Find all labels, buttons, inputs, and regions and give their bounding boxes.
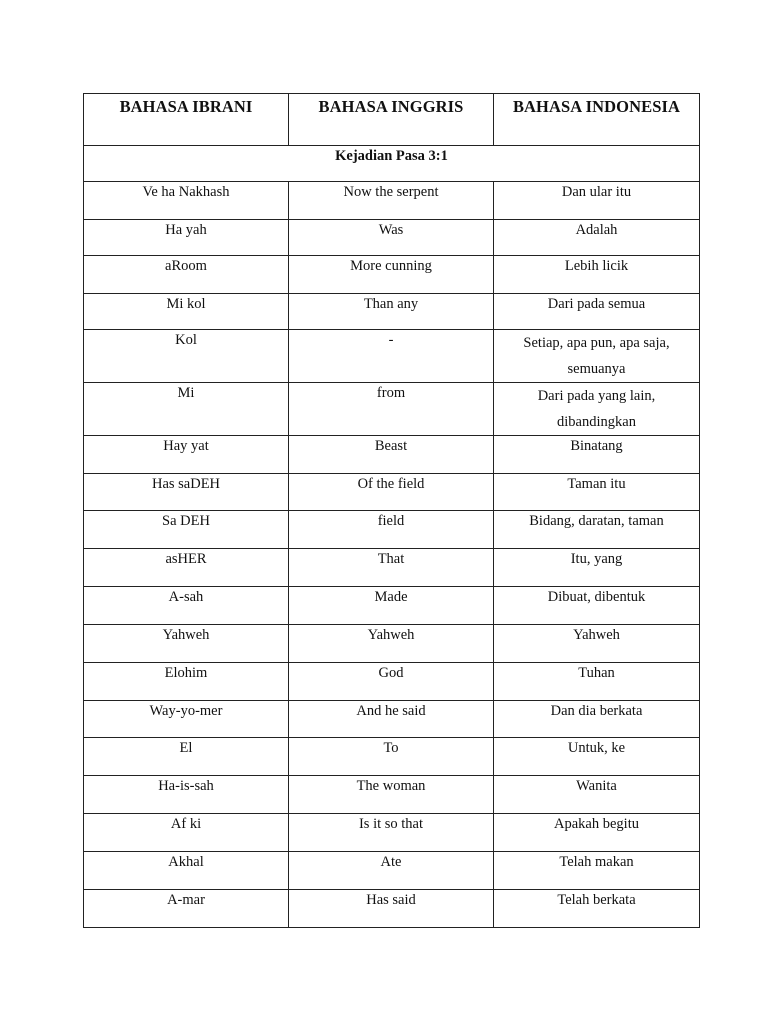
table-row	[84, 776, 700, 814]
cell-ibrani: Elohim	[84, 663, 289, 701]
cell-ibrani: Sa DEH	[84, 511, 289, 549]
table-body	[84, 146, 700, 928]
cell-indonesia: Dan dia berkata	[494, 701, 700, 738]
cell-inggris: Ate	[289, 852, 494, 890]
cell-ibrani: aRoom	[84, 256, 289, 294]
table-row	[84, 294, 700, 330]
cell-ibrani: Mi	[84, 383, 289, 436]
table-row	[84, 587, 700, 625]
header-indonesia: BAHASA INDONESIA	[494, 94, 700, 146]
cell-indonesia: Apakah begitu	[494, 814, 700, 852]
cell-ibrani: Ha-is-sah	[84, 776, 289, 814]
cell-inggris: That	[289, 549, 494, 587]
cell-inggris: Beast	[289, 436, 494, 474]
cell-ibrani: Kol	[84, 330, 289, 383]
cell-ibrani: A-sah	[84, 587, 289, 625]
cell-indonesia: Telah makan	[494, 852, 700, 890]
header-row	[84, 94, 700, 146]
cell-indonesia: Wanita	[494, 776, 700, 814]
cell-ibrani: Way-yo-mer	[84, 701, 289, 738]
table-row	[84, 701, 700, 738]
cell-indonesia: Untuk, ke	[494, 738, 700, 776]
table-row	[84, 625, 700, 663]
table-row	[84, 436, 700, 474]
cell-indonesia: Binatang	[494, 436, 700, 474]
cell-indonesia: Tuhan	[494, 663, 700, 701]
cell-indonesia: Taman itu	[494, 474, 700, 511]
cell-inggris: Made	[289, 587, 494, 625]
cell-ibrani: asHER	[84, 549, 289, 587]
cell-ibrani: El	[84, 738, 289, 776]
table-row	[84, 549, 700, 587]
cell-inggris: from	[289, 383, 494, 436]
cell-inggris: The woman	[289, 776, 494, 814]
cell-indonesia: Dibuat, dibentuk	[494, 587, 700, 625]
cell-ibrani: Ha yah	[84, 220, 289, 256]
table-row	[84, 383, 700, 436]
cell-inggris: Than any	[289, 294, 494, 330]
table-row	[84, 852, 700, 890]
cell-indonesia: Dari pada semua	[494, 294, 700, 330]
table-row	[84, 890, 700, 928]
cell-inggris: Yahweh	[289, 625, 494, 663]
cell-ibrani: Hay yat	[84, 436, 289, 474]
cell-indonesia: Dari pada yang lain, dibandingkan	[494, 383, 700, 436]
table-row	[84, 256, 700, 294]
section-title: Kejadian Pasa 3:1	[84, 146, 700, 182]
table-row	[84, 182, 700, 220]
cell-ibrani: Yahweh	[84, 625, 289, 663]
cell-inggris: And he said	[289, 701, 494, 738]
table-row	[84, 330, 700, 383]
cell-ibrani: Mi kol	[84, 294, 289, 330]
cell-ibrani: Has saDEH	[84, 474, 289, 511]
cell-indonesia: Bidang, daratan, taman	[494, 511, 700, 549]
translation-table	[83, 93, 700, 928]
cell-indonesia: Yahweh	[494, 625, 700, 663]
table-row	[84, 220, 700, 256]
table-row	[84, 663, 700, 701]
cell-inggris: field	[289, 511, 494, 549]
cell-ibrani: Akhal	[84, 852, 289, 890]
table-header	[84, 94, 700, 146]
cell-indonesia: Itu, yang	[494, 549, 700, 587]
cell-indonesia: Dan ular itu	[494, 182, 700, 220]
table-row	[84, 738, 700, 776]
cell-inggris: Of the field	[289, 474, 494, 511]
cell-indonesia: Telah berkata	[494, 890, 700, 928]
cell-inggris: Was	[289, 220, 494, 256]
cell-inggris: Is it so that	[289, 814, 494, 852]
cell-inggris: Has said	[289, 890, 494, 928]
cell-inggris: More cunning	[289, 256, 494, 294]
cell-inggris: God	[289, 663, 494, 701]
cell-ibrani: Ve ha Nakhash	[84, 182, 289, 220]
header-inggris: BAHASA INGGRIS	[289, 94, 494, 146]
section-row	[84, 146, 700, 182]
cell-ibrani: A-mar	[84, 890, 289, 928]
cell-inggris: To	[289, 738, 494, 776]
header-ibrani: BAHASA IBRANI	[84, 94, 289, 146]
cell-indonesia: Setiap, apa pun, apa saja, semuanya	[494, 330, 700, 383]
cell-indonesia: Adalah	[494, 220, 700, 256]
table-row	[84, 814, 700, 852]
table-row	[84, 511, 700, 549]
cell-ibrani: Af ki	[84, 814, 289, 852]
cell-inggris: Now the serpent	[289, 182, 494, 220]
cell-inggris: -	[289, 330, 494, 383]
table-row	[84, 474, 700, 511]
cell-indonesia: Lebih licik	[494, 256, 700, 294]
